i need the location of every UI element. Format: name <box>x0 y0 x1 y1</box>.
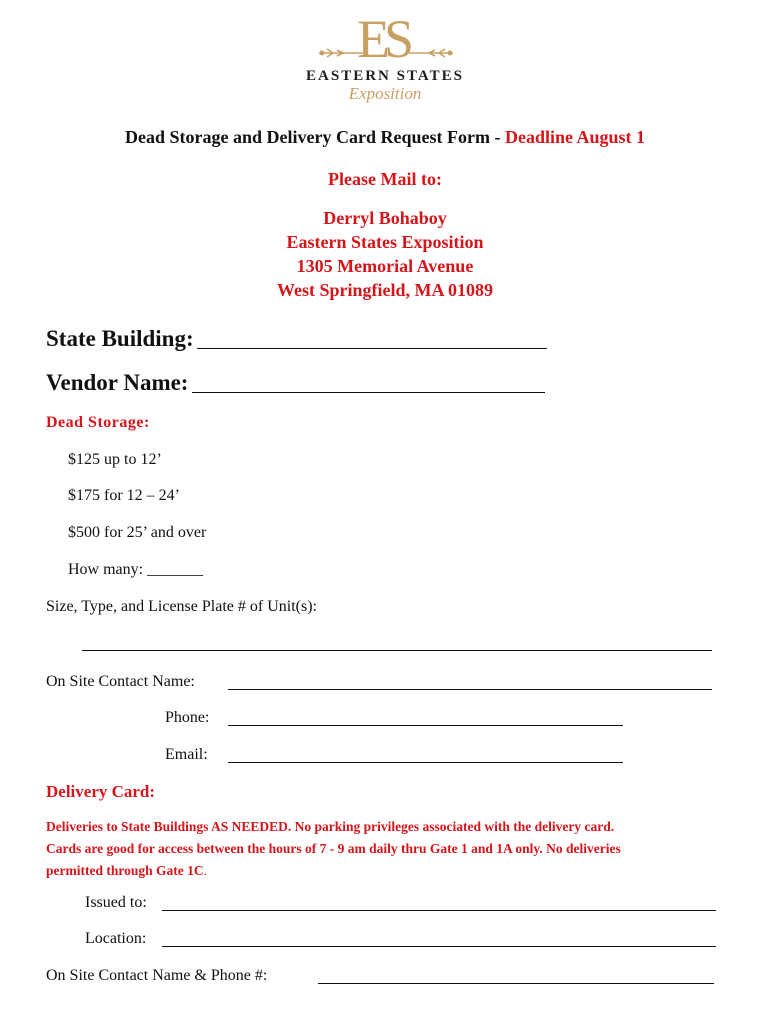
issued-to-field[interactable] <box>162 894 716 911</box>
rate-item: $175 for 12 – 24’ <box>68 487 180 504</box>
logo-script: Exposition <box>348 84 422 103</box>
form-title-text: Dead Storage and Delivery Card Request Form - <box>125 127 505 147</box>
delivery-policy-period: . <box>203 863 207 878</box>
deadline: Deadline August 1 <box>504 127 645 147</box>
email-label: Email: <box>165 746 208 763</box>
address-line-3: 1305 Memorial Avenue <box>296 256 474 276</box>
address-line-1: Derryl Bohaboy <box>323 208 447 228</box>
contact-phone-field[interactable] <box>318 967 714 984</box>
delivery-policy-line-2: Cards are good for access between the hours of 7 - 9 am daily thru Gate 1 and 1A only. No deliveries <box>46 841 621 856</box>
contact-phone-label: On Site Contact Name & Phone #: <box>46 967 268 984</box>
address-line-4: West Springfield, MA 01089 <box>276 280 493 300</box>
size-type-field[interactable] <box>82 634 712 651</box>
eastern-states-logo <box>295 9 475 112</box>
rate-item: $125 up to 12’ <box>68 451 162 468</box>
address-line-2: Eastern States Exposition <box>286 232 484 252</box>
form-title <box>0 127 770 148</box>
dead-storage-heading: Dead Storage: <box>46 414 150 431</box>
vendor-name-label: Vendor Name: <box>46 370 189 395</box>
mail-to-label: Please Mail to: <box>328 169 442 189</box>
how-many-field[interactable]: How many: _______ <box>68 561 204 578</box>
phone-field[interactable] <box>228 709 623 726</box>
issued-to-label: Issued to: <box>85 894 147 911</box>
location-label: Location: <box>85 930 147 947</box>
contact-name-label: On Site Contact Name: <box>46 673 195 690</box>
email-field[interactable] <box>228 746 623 763</box>
logo-name: EASTERN STATES <box>306 68 464 84</box>
delivery-policy-line-3-text: permitted through Gate 1C <box>46 863 204 878</box>
rate-item: $500 for 25’ and over <box>68 524 207 541</box>
vendor-name-field[interactable] <box>192 368 545 393</box>
phone-label: Phone: <box>165 709 210 726</box>
location-field[interactable] <box>162 930 716 947</box>
delivery-card-heading: Delivery Card: <box>46 782 156 801</box>
right-flourish-icon <box>407 46 455 60</box>
contact-name-field[interactable] <box>228 673 712 690</box>
delivery-policy-line-3 <box>46 860 716 882</box>
state-building-label: State Building: <box>46 326 194 351</box>
logo-monogram: ES <box>357 9 409 69</box>
size-type-label: Size, Type, and License Plate # of Unit(s): <box>46 598 317 615</box>
state-building-field[interactable] <box>197 324 547 349</box>
delivery-policy-line-1: Deliveries to State Buildings AS NEEDED. No parking privileges associated with the delivery card. <box>46 819 615 834</box>
